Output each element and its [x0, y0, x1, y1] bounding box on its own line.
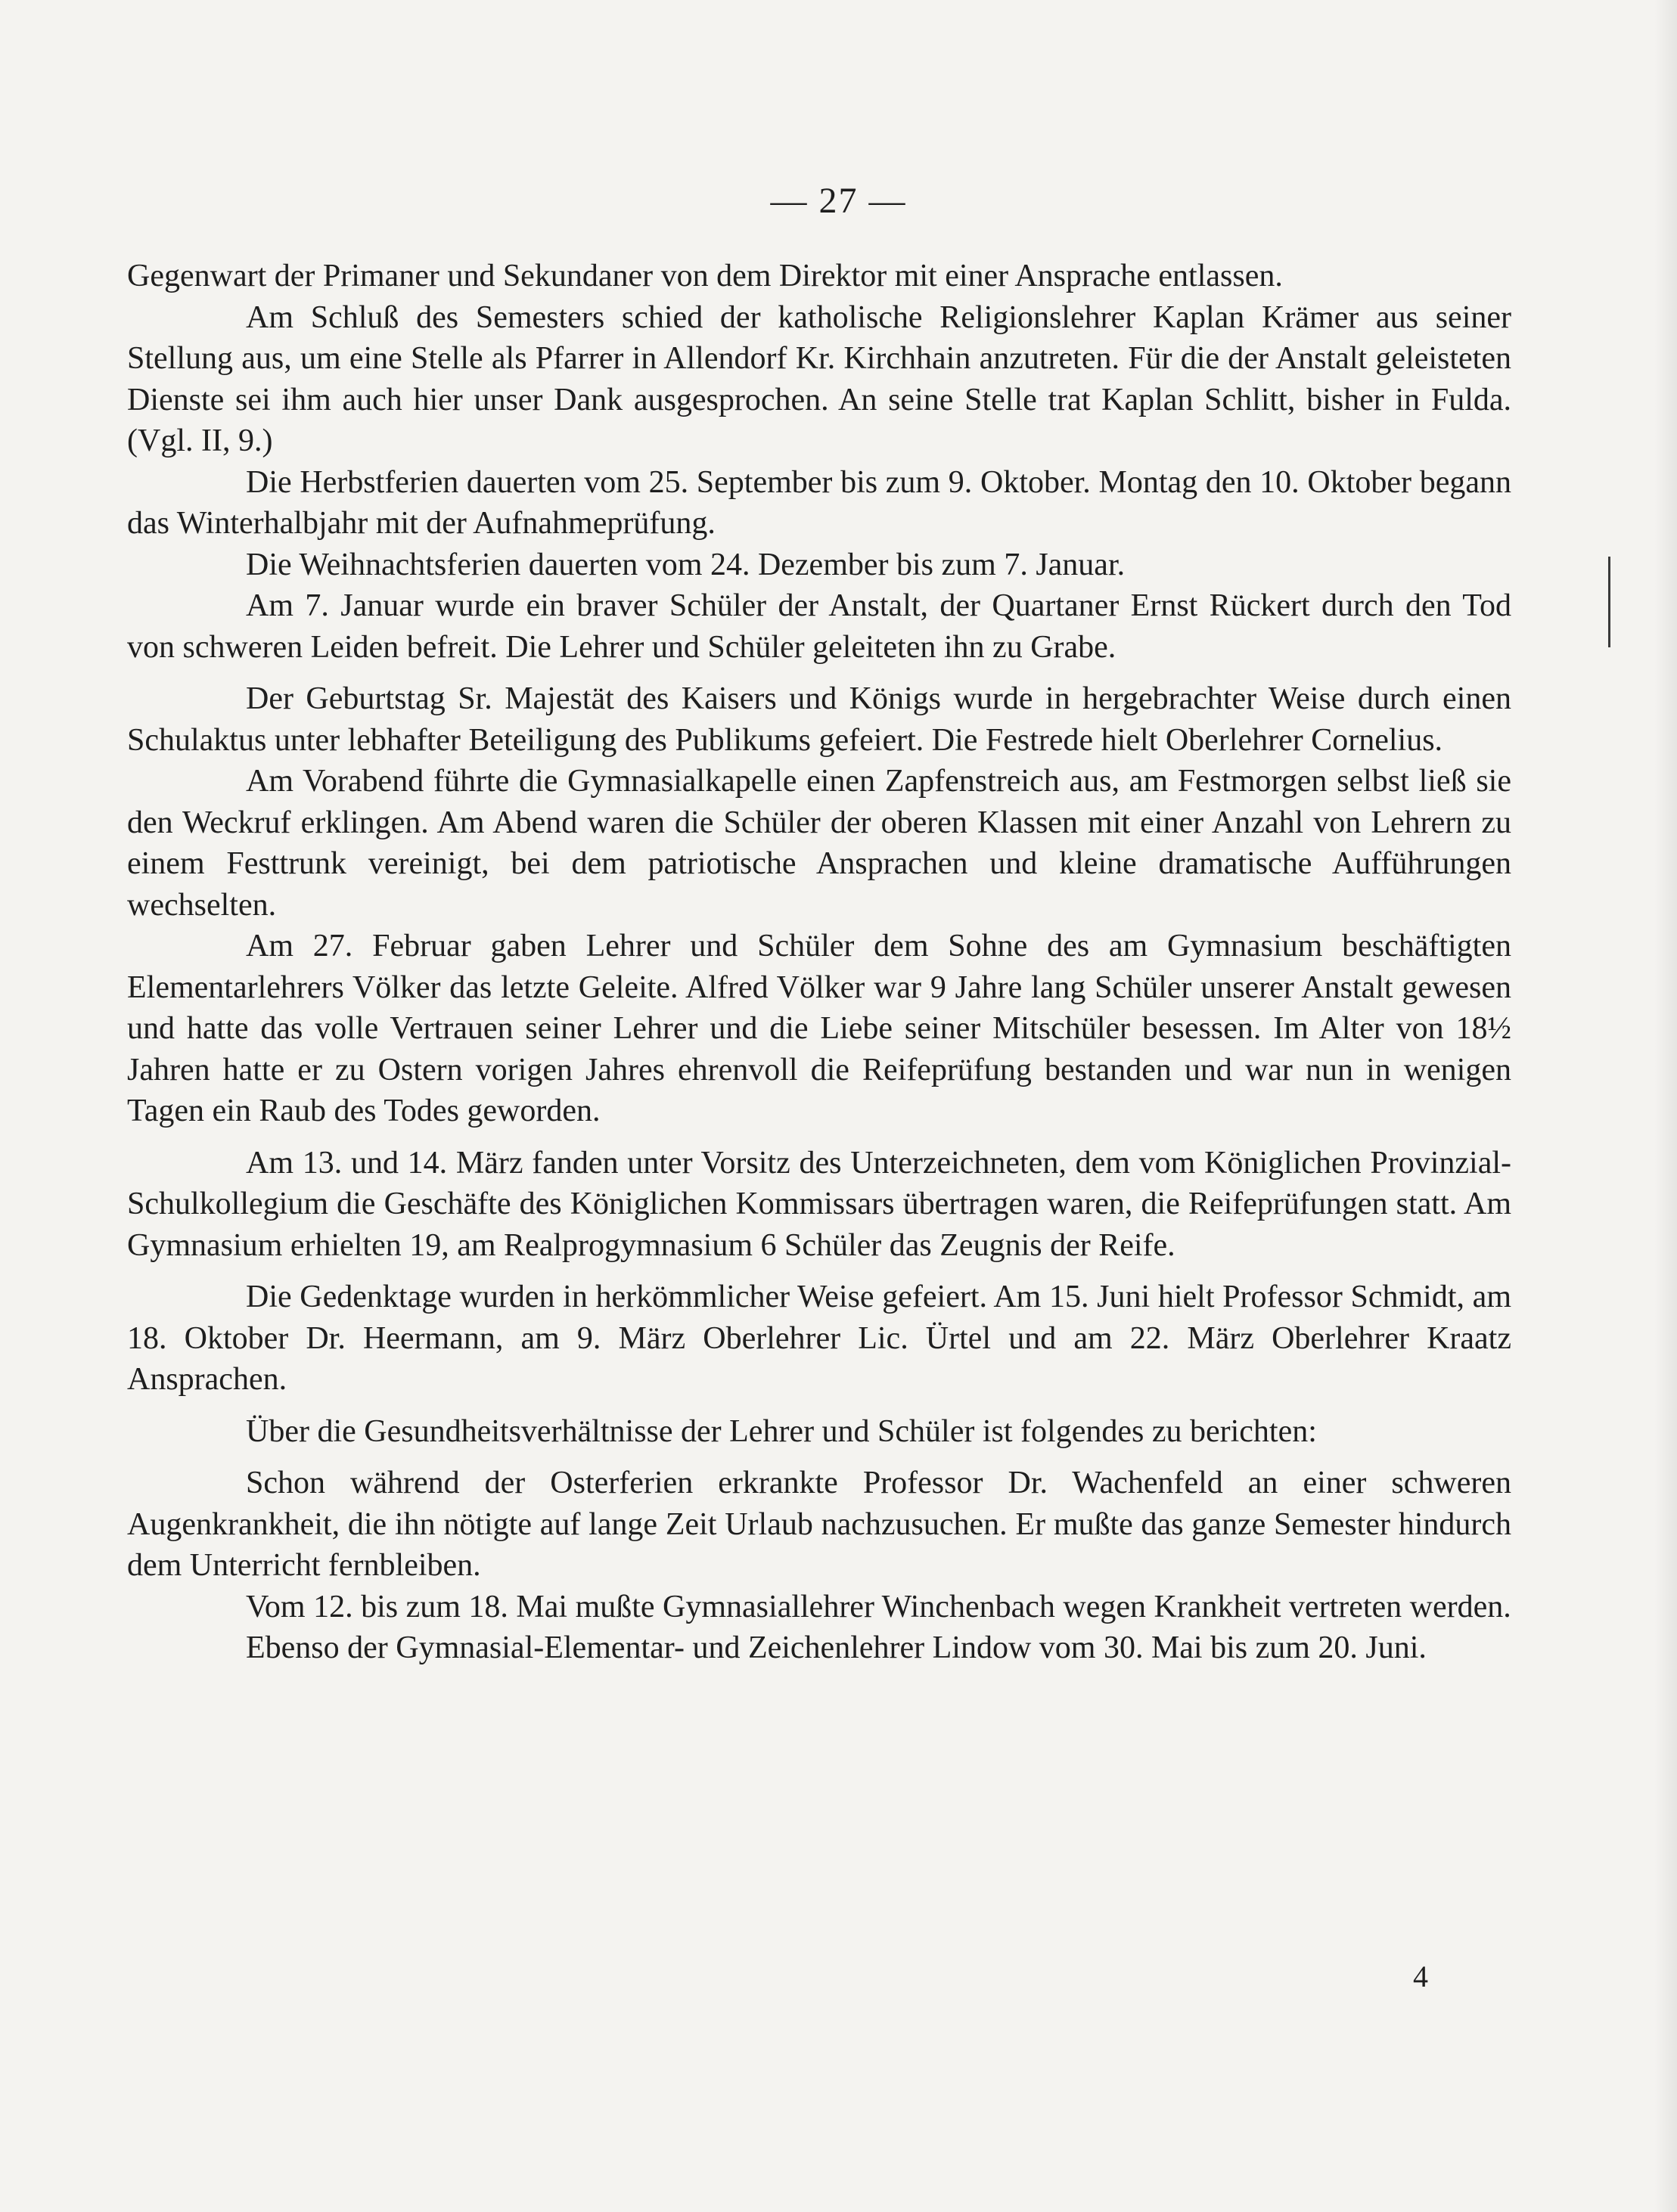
scan-mark — [1608, 557, 1610, 647]
page-number: — 27 — — [770, 181, 907, 221]
paragraph: Am 7. Januar wurde ein braver Schüler der Anstalt, der Quartaner Ernst Rückert durch den Tod von schweren Leiden befreit. Die Lehrer und Schüler geleiteten ihn zu Grabe. — [127, 588, 1511, 665]
scan-shadow — [1654, 0, 1677, 2212]
paragraph: Am Schluß des Semesters schied der katholische Religionslehrer Kaplan Krämer aus seiner Stellung aus, um eine Stelle als Pfarrer in Allendorf Kr. Kirchhain anzutreten. Für die der Anstalt geleisteten Dienste sei ihm auch hier unser Dank ausgesprochen. An seine Stelle trat Kaplan Schlitt, bisher in Fulda. (Vgl. II, 9.) — [127, 299, 1511, 458]
paragraph: Schon während der Osterferien erkrankte Professor Dr. Wachenfeld an einer schweren Augenkrankheit, die ihn nötigte auf lange Zeit Urlaub nachzusuchen. Er mußte das ganze Semester hindurch dem Unterricht fernbleiben. — [127, 1466, 1511, 1583]
paragraph: Über die Gesundheitsverhältnisse der Lehrer und Schüler ist folgendes zu berichten: — [246, 1413, 1317, 1449]
paragraph: Am 27. Februar gaben Lehrer und Schüler dem Sohne des am Gymnasium beschäftigten Elementarlehrers Völker das letzte Geleite. Alfred Völker war 9 Jahre lang Schüler unserer Anstalt gewesen und hatte das volle Vertrauen seiner Lehrer und die Liebe seiner Mitschüler besessen. Im Alter von 18½ Jahren hatte er zu Ostern vorigen Jahres ehrenvoll die Reifeprüfung bestanden und war nun in wenigen Tagen ein Raub des Todes geworden. — [127, 929, 1511, 1128]
paragraph: Ebenso der Gymnasial-Elementar- und Zeichenlehrer Lindow vom 30. Mai bis zum 20. Juni. — [246, 1630, 1427, 1665]
paragraph: Der Geburtstag Sr. Majestät des Kaisers und Königs wurde in hergebrachter Weise durch einen Schulaktus unter lebhafter Beteiligung des Publikums gefeiert. Die Festrede hielt Oberlehrer Cornelius. — [127, 681, 1511, 758]
paragraph: Am Vorabend führte die Gymnasialkapelle einen Zapfenstreich aus, am Festmorgen selbst ließ sie den Weckruf erklingen. Am Abend waren die Schüler der oberen Klassen mit einer Anzahl von Lehrern zu einem Festtrunk vereinigt, bei dem patriotische Ansprachen und kleine dramatische Aufführungen wechselten. — [127, 764, 1511, 923]
signature-mark: 4 — [1413, 1959, 1428, 1993]
body-text — [127, 256, 1511, 1669]
paragraph: Die Weihnachtsferien dauerten vom 24. Dezember bis zum 7. Januar. — [246, 547, 1126, 582]
paragraph: Die Gedenktage wurden in herkömmlicher Weise gefeiert. Am 15. Juni hielt Professor Schmidt, am 18. Oktober Dr. Heermann, am 9. März Oberlehrer Lic. Ürtel und am 22. März Oberlehrer Kraatz Ansprachen. — [127, 1280, 1511, 1397]
paragraph: Die Herbstferien dauerten vom 25. September bis zum 9. Oktober. Montag den 10. Oktober begann das Winterhalbjahr mit der Aufnahmeprüfung. — [127, 464, 1511, 541]
paragraph: Vom 12. bis zum 18. Mai mußte Gymnasiallehrer Winchenbach wegen Krankheit vertreten werden. — [246, 1589, 1511, 1624]
paragraph: Gegenwart der Primaner und Sekundaner von dem Direktor mit einer Ansprache entlassen. — [127, 259, 1283, 293]
paragraph: Am 13. und 14. März fanden unter Vorsitz des Unterzeichneten, dem vom Königlichen Provinzial-Schulkollegium die Geschäfte des Königlichen Kommissars übertragen waren, die Reifeprüfungen statt. Am Gymnasium erhielten 19, am Realprogymnasium 6 Schüler das Zeugnis der Reife. — [127, 1145, 1511, 1263]
